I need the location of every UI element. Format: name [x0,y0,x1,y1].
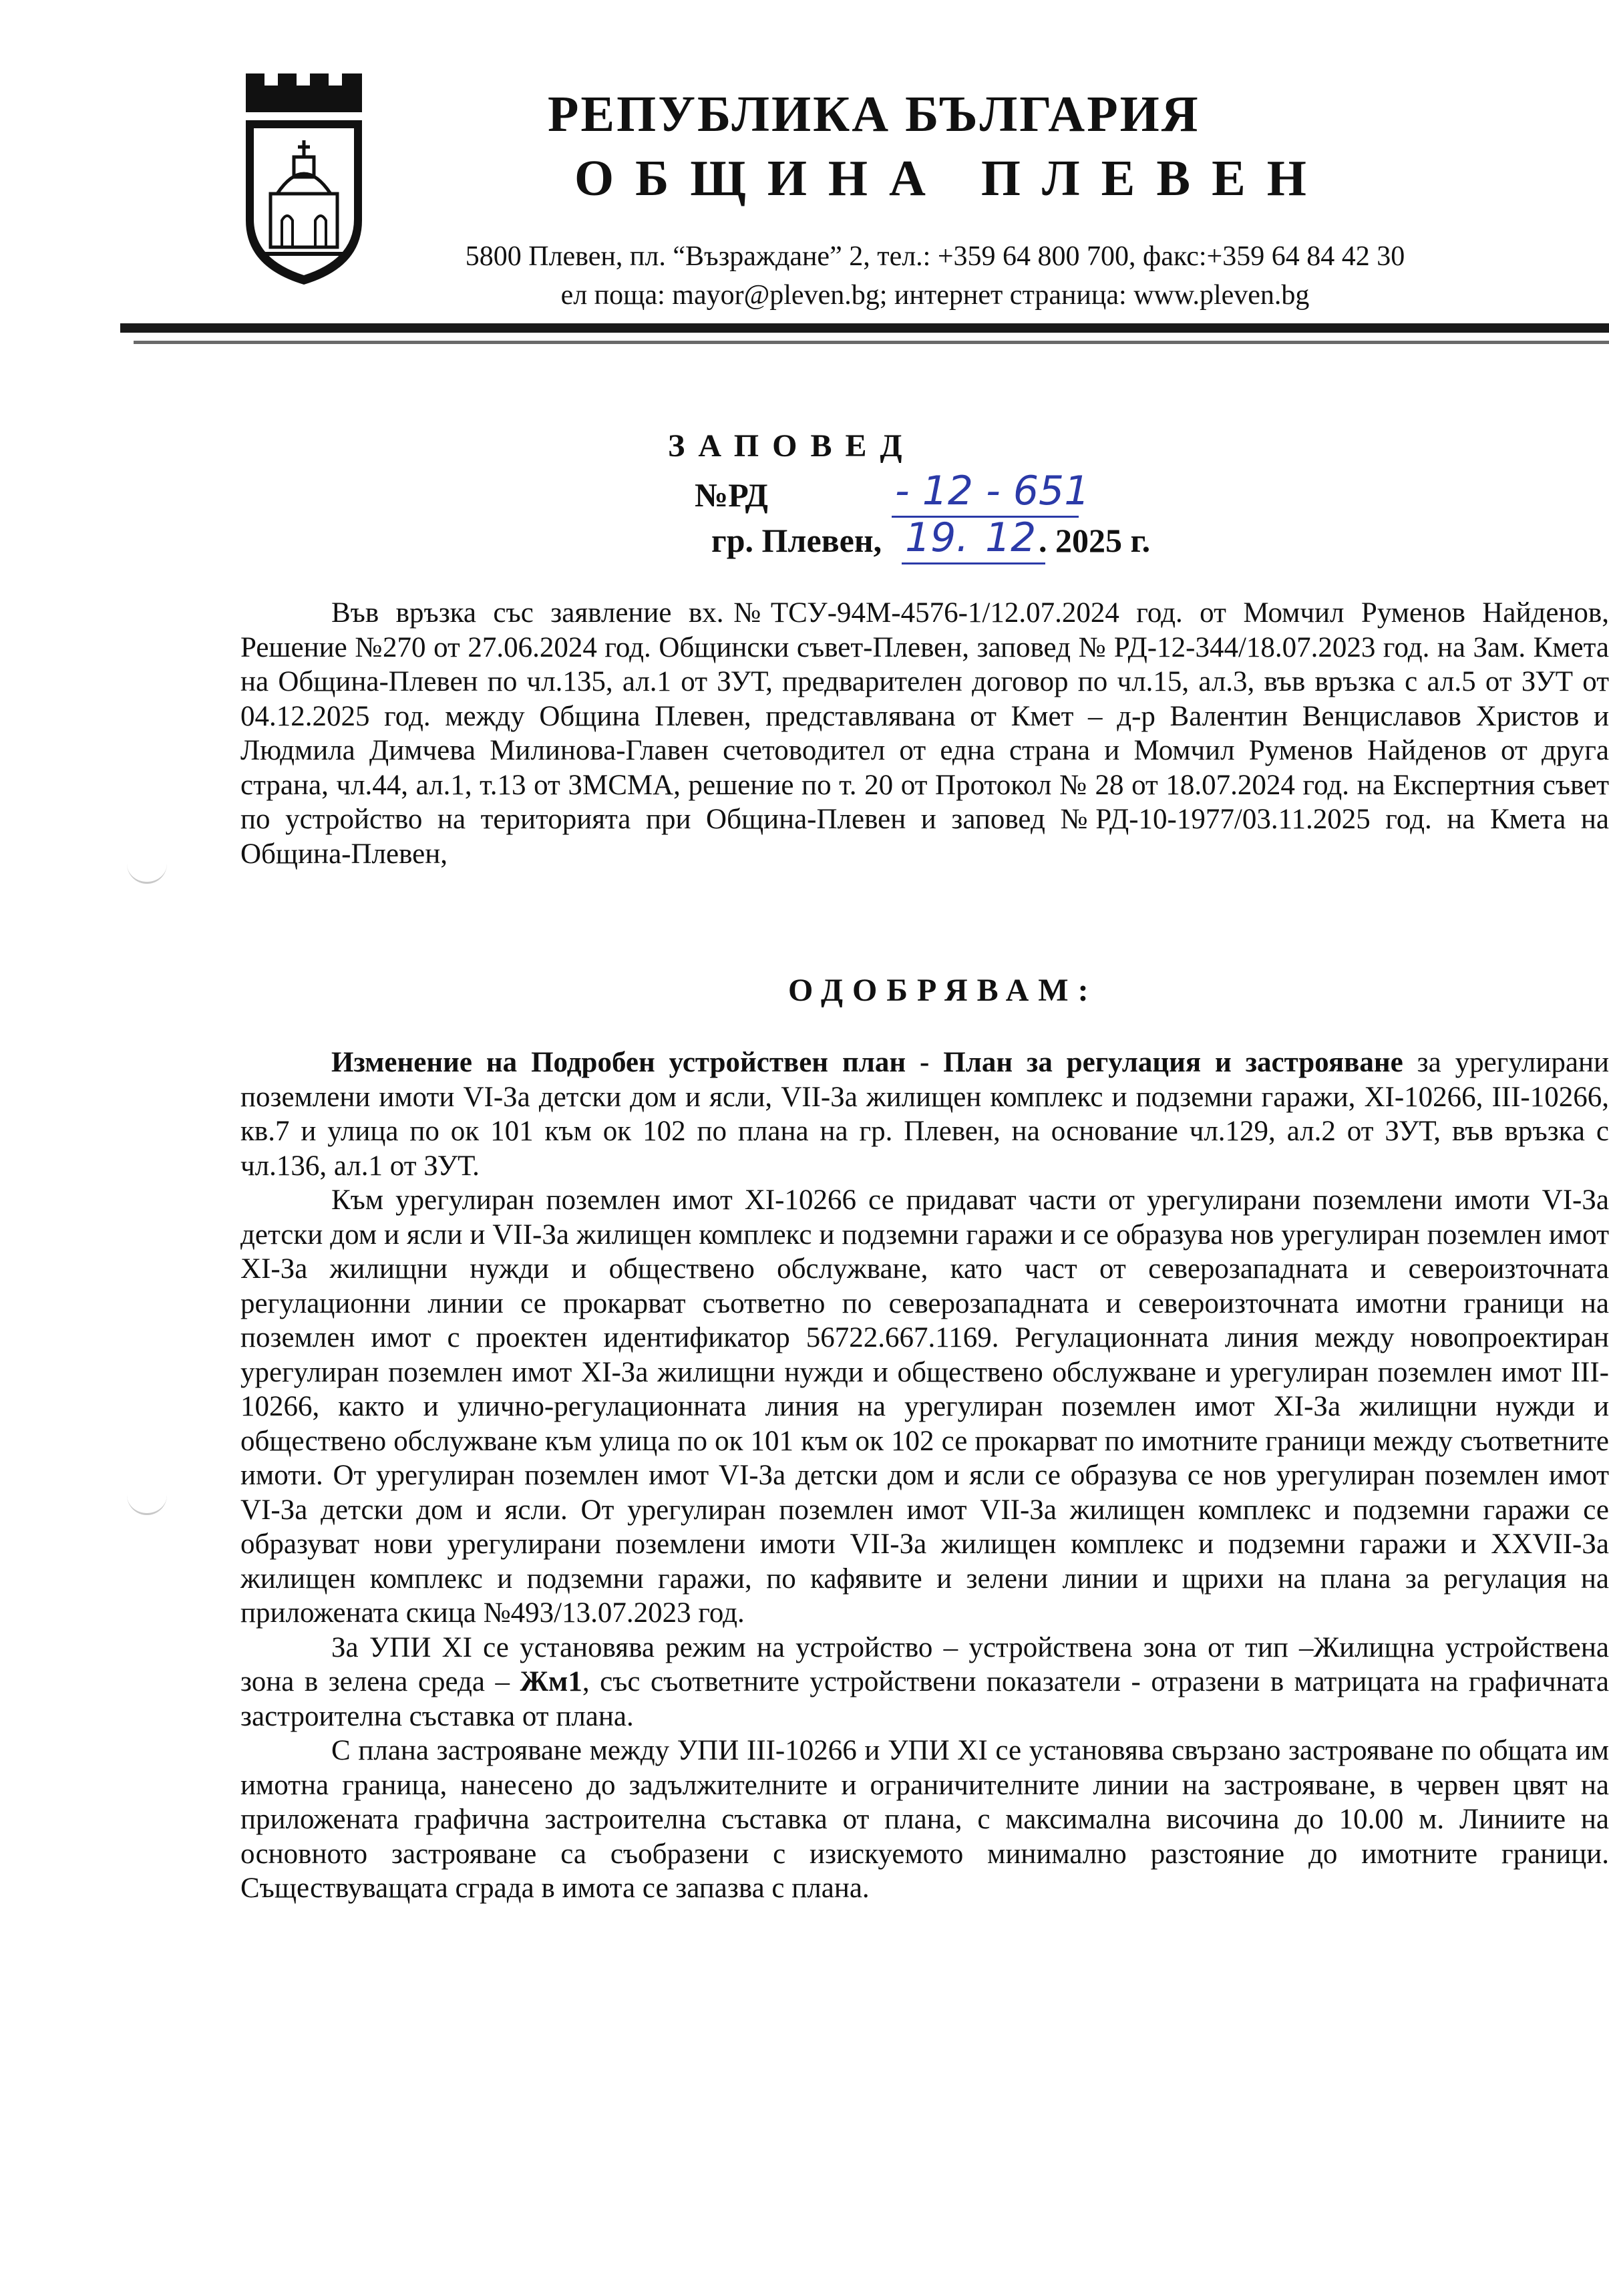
intro-text: Във връзка със заявление вх.№ТСУ-94М-4576-1/12.07.2024 год. от Момчил Руменов Найденов, Решение №270 от 27.06.2024 год. Общински съвет-Плевен, заповед № РД-12-344/18.07.2023 год. на Зам. Кмета на Община-Плевен по чл.135, ал.1 от ЗУТ, предварителен договор по чл.15, ал.3, във връзка с ал.5 от ЗУТ от 04.12.2025 год. между Община Плевен, представлявана от Кмет – д-р Валентин Венциславов Христов и Людмила Димчева Милинова-Главен счетоводител от една страна и Момчил Руменов Найденов от друга страна, чл.44, ал.1, т.13 от ЗМСМА, решение по т. 20 от Протокол № 28 от 18.07.2024 год. на Експертния съвет по устройство на територията при Община-Плевен и заповед №РД-10-1977/03.11.2025 год. на Кмета на Община-Плевен, [240,597,1609,870]
order-date-day: 19. [905,514,969,561]
body-paragraph-3: За УПИ XI се установява режим на устройство – устройствена зона от тип –Жилищна устройствена зона в зелена среда – Жм1, със съответните устройствени показатели - отразени в матрицата на графичната застроителна съставка от плана. [240,1631,1609,1732]
approve-title: ОДОБРЯВАМ: [788,973,1098,1008]
order-date-prefix: гр. Плевен, [711,522,882,559]
order-number-handwritten: - 12 - 651 [895,468,1090,514]
order-date-line [711,521,882,560]
plan-change-text: за урегулирани поземлени имоти VI-За детски дом и ясли, VII-За жилищен комплекс и подземни гаражи, XI-10266, III-10266, кв.7 и улица по ок 101 към ок 102 по плана на гр. Плевен, на основание чл.129, ал.2 от ЗУТ, във връзка с чл.136, ал.1 от ЗУТ. [240,1047,1609,1182]
header-contacts: ел поща: mayor@pleven.bg; интернет страница: www.pleven.bg [560,280,1310,311]
body-paragraph-4: С плана застрояване между УПИ III-10266 и УПИ XI се установява свързано застрояване по общата им имотна граница, нанесено до задължителните и ограничителните линии на застрояване, в червен цвят на приложената графична застроителна съставка от плана, с максимална височина до 10.00 м. Линиите на основното застрояване са съобразени с изискуемото минимално разстояние до имотните граници. Съществуващата сграда в имота се запазва с плана. [240,1735,1609,1904]
order-title: ЗАПОВЕД [668,428,916,464]
order-date-month: 12 [985,514,1037,561]
intro-paragraph [240,596,1609,871]
zone-code: Жм1 [520,1666,582,1697]
header-address: 5800 Плевен, пл. “Възраждане” 2, тел.: +359 64 800 700, факс:+359 64 84 42 30 [465,241,1405,272]
plan-change-title: Изменение на Подробен устройствен план - План за регулация и застрояване [331,1047,1403,1078]
pleven-coat-of-arms-icon [240,67,367,287]
header-municipality: ОБЩИНА ПЛЕВЕН [574,150,1328,206]
order-date-suffix: . 2025 г. [1039,522,1151,559]
header-divider-thick [120,323,1609,333]
order-number-prefix: №РД [695,476,768,514]
punch-hole-mark [127,1493,167,1515]
order-body [240,1045,1609,1906]
punch-hole-mark [127,862,167,884]
body-paragraph-1 [240,1045,1609,1183]
body-paragraph-2: Към урегулиран поземлен имот XI-10266 се придават части от урегулирани поземлени имоти VI-За детски дом и ясли и VII-За жилищен комплекс и подземни гаражи и се образува нов урегулиран поземлен имот XI-За жилищни нужди и обществено обслужване, като част от северозападната и североизточната регулационни линии се прокарват съответно по северозападната и североизточната имотни граници на поземлен имот с проектен идентификатор 56722.667.1169. Регулационната линия между новопроектиран урегулиран поземлен имот XI-За жилищни нужди и обществено обслужване и урегулиран поземлен имот III-10266, както и улично-регулационната линия на урегулиран поземлен имот XI-За жилищни нужди и обществено обслужване към улица по ок 101 към ок 102 се прокарват по имотните граници между съответните имоти. От урегулиран поземлен имот VI-За детски дом и ясли се образува се нов урегулиран поземлен имот VI-За детски дом и ясли. От урегулиран поземлен имот VII-За жилищен комплекс и подземни гаражи се образуват нови урегулирани поземлени имоти VII-За жилищен комплекс и подземни гаражи и XXVII-За жилищен комплекс и подземни гаражи, по кафявите и зелени линии и щрихи на плана за регулация на приложената скица №493/13.07.2023 год. [240,1184,1609,1629]
header-divider-thin [134,341,1609,344]
order-date-underline [902,562,1045,564]
header-country: РЕПУБЛИКА БЪЛГАРИЯ [548,86,1200,142]
